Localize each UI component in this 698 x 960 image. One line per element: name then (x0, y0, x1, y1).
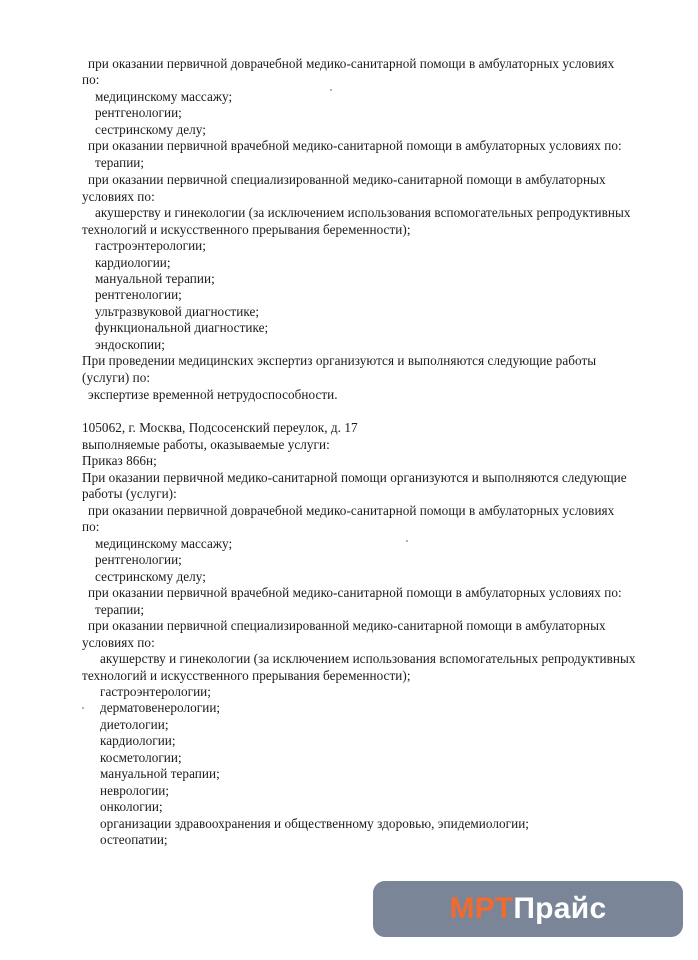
text-line: технологий и искусственного прерывания беременности); (82, 222, 411, 237)
text-line: косметологии; (100, 750, 182, 765)
mrtprice-watermark-logo (373, 881, 683, 937)
text-line: (услуги) по: (82, 370, 151, 385)
scan-speck (82, 707, 84, 709)
text-line: медицинскому массажу; (95, 89, 233, 104)
text-line: условиях по: (82, 635, 155, 650)
text-line: при оказании первичной врачебной медико-санитарной помощи в амбулаторных условиях по: (88, 585, 622, 600)
watermark-part-price: Прайс (513, 892, 607, 925)
text-line: терапии; (95, 602, 145, 617)
text-line: остеопатии; (100, 832, 168, 847)
text-line: функциональной диагностике; (95, 320, 269, 335)
text-line: экспертизе временной нетрудоспособности. (88, 387, 338, 402)
scan-speck (406, 540, 408, 542)
text-line: рентгенологии; (95, 105, 182, 120)
text-line: акушерству и гинекологии (за исключением использования вспомогательных репродуктивных (95, 205, 631, 220)
text-line: онкологии; (100, 799, 163, 814)
text-line: по: (82, 519, 100, 534)
text-line: сестринскому делу; (95, 569, 206, 584)
text-line: мануальной терапии; (100, 766, 220, 781)
text-line: Приказ 866н; (82, 453, 157, 468)
watermark-part-mrt: МРТ (449, 892, 514, 925)
text-line: При оказании первичной медико-санитарной помощи организуются и выполняются следующие (82, 470, 627, 485)
text-line: по: (82, 72, 100, 87)
text-line: медицинскому массажу; (95, 536, 233, 551)
text-line: рентгенологии; (95, 552, 182, 567)
text-line: технологий и искусственного прерывания беременности); (82, 668, 411, 683)
text-line: организации здравоохранения и общественному здоровью, эпидемиологии; (100, 816, 530, 831)
text-line: акушерству и гинекологии (за исключением использования вспомогательных репродуктивных (100, 651, 636, 666)
text-line: эндоскопии; (95, 337, 165, 352)
text-line: При проведении медицинских экспертиз организуются и выполняются следующие работы (82, 353, 597, 368)
text-line: кардиологии; (95, 255, 171, 270)
text-line: неврологии; (100, 783, 170, 798)
text-line: ультразвуковой диагностике; (95, 304, 260, 319)
text-line: при оказании первичной специализированной медико-санитарной помощи в амбулаторных (88, 618, 606, 633)
scan-speck (330, 89, 332, 91)
text-line: при оказании первичной доврачебной медико-санитарной помощи в амбулаторных условиях (88, 56, 615, 71)
text-line: выполняемые работы, оказываемые услуги: (82, 437, 330, 452)
text-line: терапии; (95, 155, 145, 170)
text-line: рентгенологии; (95, 287, 182, 302)
address-line: 105062, г. Москва, Подсосенский переулок, д. 17 (82, 420, 358, 435)
text-line: при оказании первичной специализированной медико-санитарной помощи в амбулаторных (88, 172, 606, 187)
text-line: гастроэнтерологии; (95, 238, 206, 253)
text-line: условиях по: (82, 189, 155, 204)
text-line: диетологии; (100, 717, 169, 732)
text-line: кардиологии; (100, 733, 176, 748)
text-line: сестринскому делу; (95, 122, 206, 137)
text-line: при оказании первичной доврачебной медико-санитарной помощи в амбулаторных условиях (88, 503, 615, 518)
text-line: дерматовенерологии; (100, 700, 221, 715)
text-line: работы (услуги): (82, 486, 177, 501)
text-line: мануальной терапии; (95, 271, 215, 286)
text-line: при оказании первичной врачебной медико-санитарной помощи в амбулаторных условиях по: (88, 138, 622, 153)
text-line: гастроэнтерологии; (100, 684, 211, 699)
